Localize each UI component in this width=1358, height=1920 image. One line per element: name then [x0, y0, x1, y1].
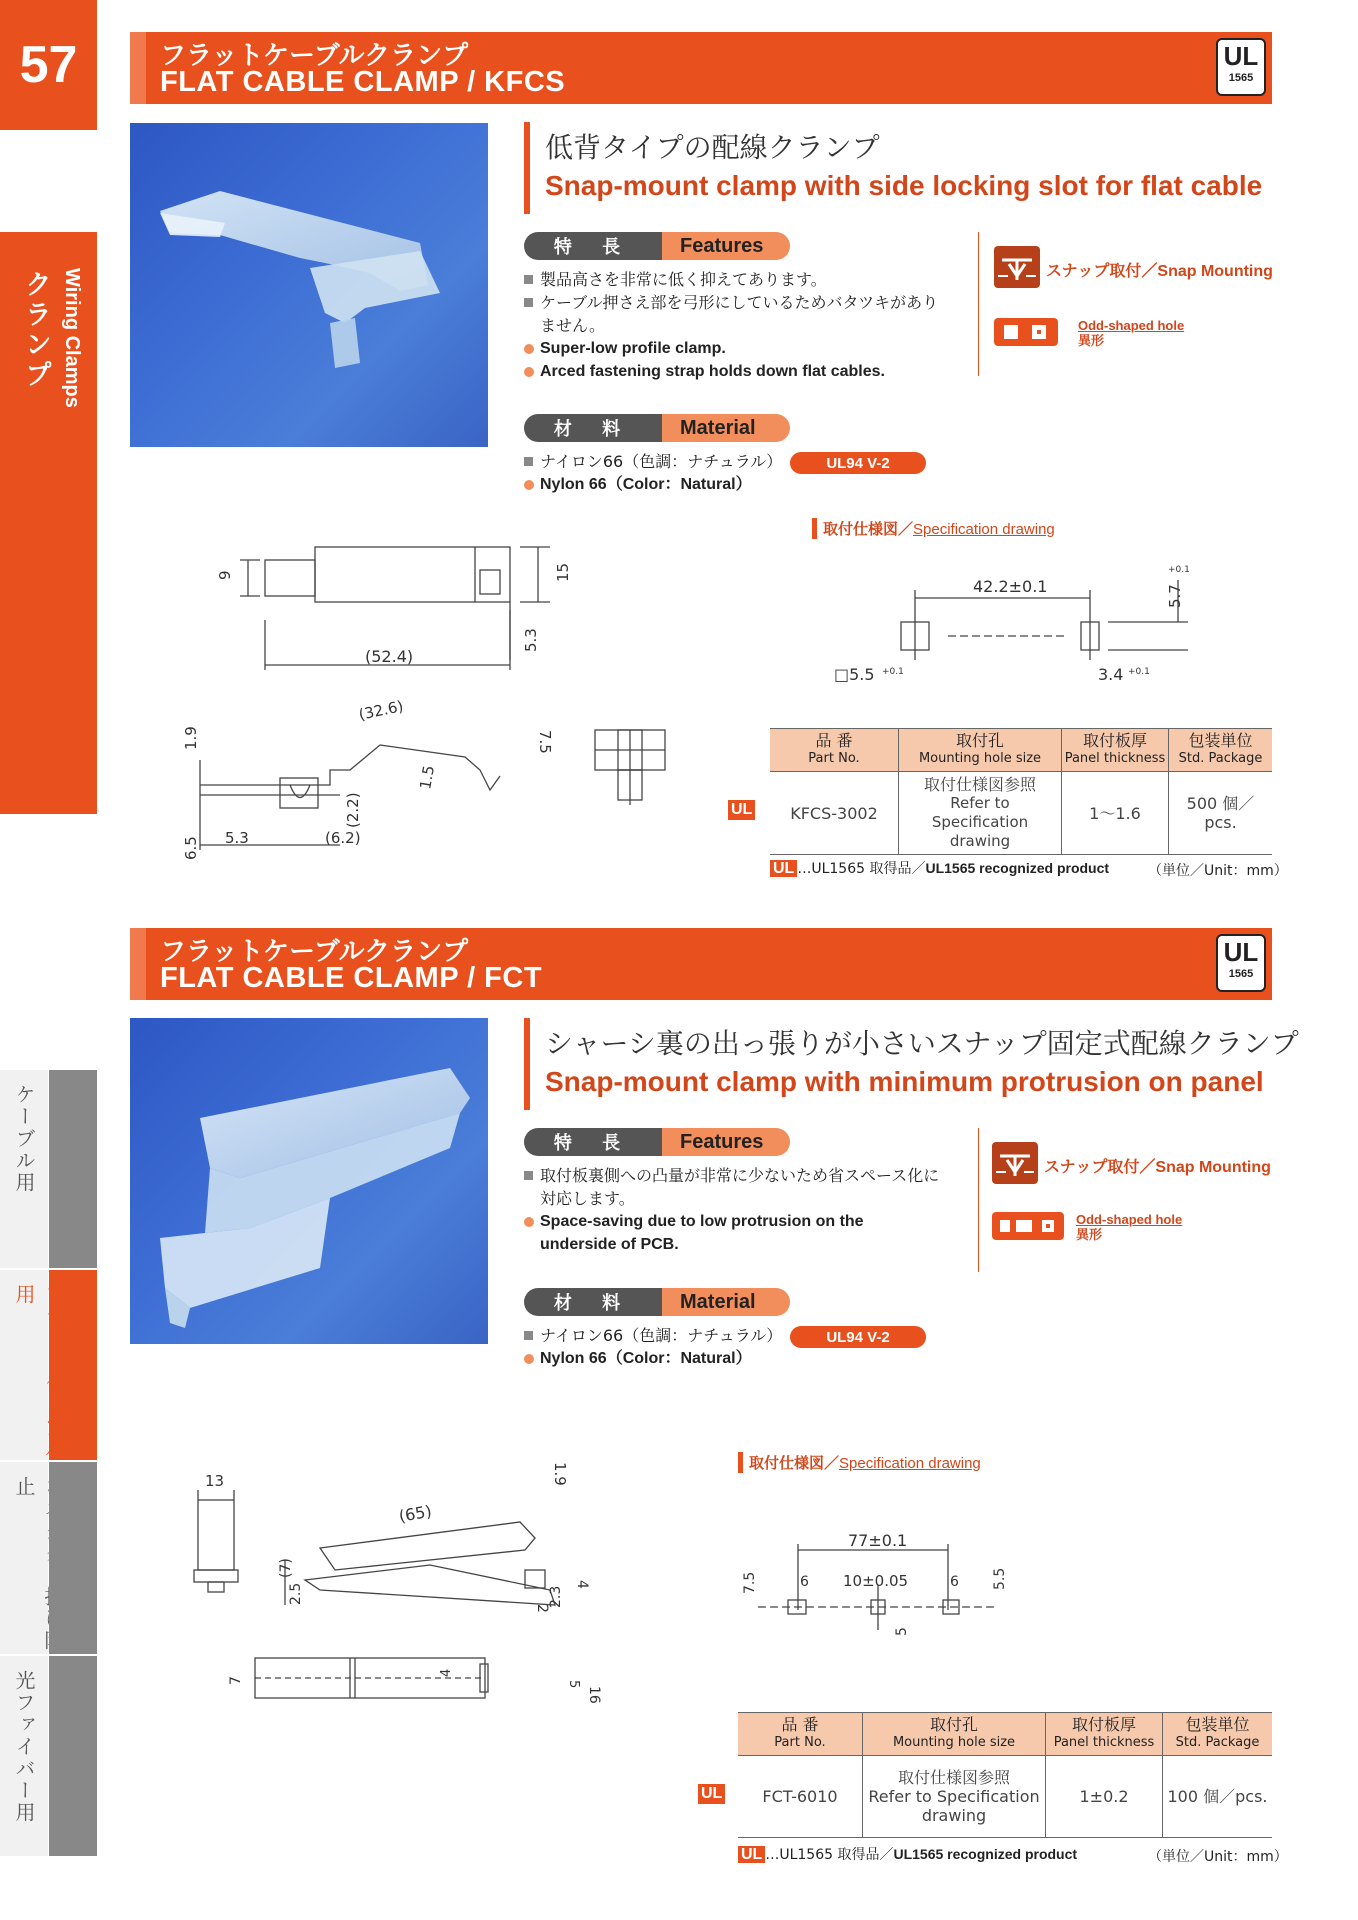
ul-badge: UL: [728, 800, 755, 820]
side-tab-en: Wiring Clamps: [61, 268, 83, 408]
svg-text:7: 7: [228, 1676, 244, 1685]
cell-hole: 取付仕様図参照 Refer to Specification drawing: [899, 772, 1062, 855]
product-title-en: Snap-mount clamp with minimum protrusion on panel: [545, 1066, 1264, 1097]
svg-text:3.4: 3.4: [1098, 665, 1124, 684]
title-accent: [524, 122, 530, 214]
side-item-en: For Flat cables: [108, 1284, 127, 1404]
svg-text:4: 4: [439, 1668, 454, 1677]
svg-text:(6.2): (6.2): [325, 829, 361, 847]
svg-text:2.3: 2.3: [548, 1585, 564, 1608]
col-part-no: 品 番 Part No.: [770, 729, 899, 772]
material-en: Nylon 66（Color：Natural）: [522, 473, 842, 496]
product-title-jp: シャーシ裏の出っ張りが小さいスナップ固定式配線クランプ: [545, 1027, 1299, 1060]
svg-text:1.5: 1.5: [416, 764, 439, 791]
flammability-badge: UL94 V-2: [790, 452, 926, 474]
table-row: [770, 772, 1272, 855]
svg-text:10±0.05: 10±0.05: [843, 1572, 909, 1590]
hole-type: Odd-shaped hole 異形: [1078, 318, 1185, 349]
fct-spec-drawing: [738, 1530, 1038, 1650]
material-en: Nylon 66（Color：Natural）: [522, 1347, 842, 1370]
svg-text:9: 9: [216, 570, 234, 580]
svg-text:4: 4: [574, 1580, 590, 1589]
col-thickness: 取付板厚 Panel thickness: [1062, 729, 1169, 772]
kfcs-end-view: [590, 725, 670, 815]
side-tab-wiring-clamps[interactable]: [0, 232, 97, 814]
material-label: 材 料 Material: [524, 414, 790, 442]
svg-text:+0.1: +0.1: [882, 667, 904, 677]
spec-drawing-label: 取付仕様図／Specification drawing: [738, 1452, 981, 1473]
svg-text:1.9: 1.9: [182, 726, 200, 750]
col-hole-size: 取付孔 Mounting hole size: [863, 1713, 1046, 1756]
table-row: [738, 1756, 1272, 1838]
side-item-jp: 用: [12, 1284, 36, 1306]
svg-text:6.5: 6.5: [182, 836, 200, 860]
svg-text:5.5: 5.5: [992, 1567, 1008, 1590]
unit-note: （単位／Unit：mm）: [1148, 1849, 1288, 1865]
side-item-jp: ケーブル用: [12, 1084, 36, 1194]
header-jp: フラットケーブルクランプ: [160, 41, 469, 71]
material-label: 材 料 Material: [524, 1288, 790, 1316]
col-package: 包装単位 Std. Package: [1169, 729, 1273, 772]
hole-type: Odd-shaped hole 異形: [1076, 1212, 1183, 1243]
fct-dimension-drawing: [180, 1430, 630, 1720]
svg-text:(65): (65): [397, 1501, 434, 1526]
unit-note: （単位／Unit：mm）: [1148, 863, 1288, 879]
mounting-type: スナップ取付／Snap Mounting: [1044, 1157, 1271, 1176]
side-item-en: Removal prevention for connectors: [107, 1476, 137, 1622]
odd-hole-icon: [994, 318, 1058, 346]
svg-text:+0.1: +0.1: [1168, 565, 1190, 575]
header-en: FLAT CABLE CLAMP / FCT: [160, 962, 543, 994]
features-label: 特 長 Features: [524, 1128, 790, 1156]
snap-mount-icon: [994, 246, 1040, 288]
cell-thickness: 1±0.2: [1046, 1756, 1163, 1838]
svg-text:2.5: 2.5: [288, 1582, 304, 1605]
svg-text:5.3: 5.3: [225, 829, 249, 847]
side-item-connectors[interactable]: [0, 1462, 137, 1654]
flammability-badge: UL94 V-2: [790, 1326, 926, 1348]
ul-footnote: UL …UL1565 取得品／UL1565 recognized product: [738, 1844, 1077, 1865]
header-jp: フラットケーブルクランプ: [160, 937, 469, 967]
features-list: [522, 1164, 942, 1256]
product-title-jp: 低背タイプの配線クランプ: [545, 131, 880, 164]
kfcs-spec-drawing: [828, 560, 1208, 690]
material-jp: ナイロン66（色調：ナチュラル）: [522, 1324, 842, 1347]
side-item-en: For Optical fibers: [108, 1670, 127, 1811]
features-label: 特 長 Features: [524, 232, 790, 260]
side-item-optical-fibers[interactable]: [0, 1656, 127, 1856]
side-item-for-flat-cables[interactable]: [0, 1270, 127, 1460]
col-package: 包装単位 Std. Package: [1163, 1713, 1273, 1756]
side-item-jp: 光ファイバー用: [12, 1670, 36, 1824]
title-accent: [524, 1018, 530, 1110]
col-hole-size: 取付孔 Mounting hole size: [899, 729, 1062, 772]
divider: [978, 1128, 979, 1272]
svg-text:13: 13: [205, 1472, 225, 1490]
cell-thickness: 1～1.6: [1062, 772, 1169, 855]
svg-text:(2.2): (2.2): [344, 792, 362, 828]
svg-text:77±0.1: 77±0.1: [848, 1531, 908, 1550]
header-en: FLAT CABLE CLAMP / KFCS: [160, 66, 566, 98]
svg-text:(7): (7): [278, 1558, 294, 1578]
side-tab-jp: クランプ: [20, 270, 51, 390]
svg-text:1.9: 1.9: [551, 1462, 569, 1486]
cell-package: 100 個／pcs.: [1163, 1756, 1273, 1838]
features-list: [522, 268, 942, 383]
section-header-fct: [130, 928, 1272, 1000]
svg-text:5: 5: [894, 1627, 910, 1636]
feature-item: ケーブル押さえ部を弓形にしているためバタツキがありません。: [522, 291, 942, 337]
ul-logo: UL 1565: [1216, 934, 1266, 992]
page-number: 57: [0, 0, 97, 130]
svg-text:16: 16: [586, 1686, 602, 1704]
ul-badge: UL: [698, 1784, 725, 1804]
svg-text:(32.6): (32.6): [357, 696, 405, 724]
feature-item: Arced fastening strap holds down flat cables.: [522, 360, 942, 383]
svg-text:15: 15: [554, 562, 572, 582]
side-item-jp: 止: [12, 1476, 36, 1498]
feature-item: Super-low profile clamp.: [522, 337, 942, 360]
product-title-en: Snap-mount clamp with side locking slot for flat cable: [545, 170, 1263, 201]
col-thickness: 取付板厚 Panel thickness: [1046, 1713, 1163, 1756]
section-header-kfcs: [130, 32, 1272, 104]
material-jp: ナイロン66（色調：ナチュラル）: [522, 450, 842, 473]
svg-text:5.7: 5.7: [1166, 584, 1184, 608]
odd-hole-icon: [992, 1212, 1064, 1240]
svg-text:5: 5: [566, 1680, 581, 1689]
product-photo-kfcs: [130, 123, 488, 447]
parts-table-kfcs: [770, 728, 1272, 855]
svg-text:5.3: 5.3: [522, 628, 540, 652]
mounting-type: スナップ取付／Snap Mounting: [1046, 261, 1273, 280]
side-item-for-cables[interactable]: [0, 1070, 127, 1268]
cell-hole: 取付仕様図参照 Refer to Specification drawing: [863, 1756, 1046, 1838]
kfcs-dimension-drawing: [180, 530, 600, 860]
col-part-no: 品 番 Part No.: [738, 1713, 863, 1756]
svg-text:2: 2: [534, 1604, 550, 1613]
ul-logo: UL 1565: [1216, 38, 1266, 96]
feature-item: 取付板裏側への凸量が非常に少ないため省スペース化に対応します。: [522, 1164, 942, 1210]
feature-item: 製品高さを非常に低く抑えてあります。: [522, 268, 942, 291]
divider: [978, 232, 979, 376]
snap-mount-icon: [992, 1142, 1038, 1184]
svg-text:7.5: 7.5: [536, 730, 554, 754]
cell-package: 500 個／pcs.: [1169, 772, 1273, 855]
ul-footnote: UL …UL1565 取得品／UL1565 recognized product: [770, 858, 1109, 879]
svg-text:+0.1: +0.1: [1128, 667, 1150, 677]
product-photo-fct: [130, 1018, 488, 1344]
svg-text:42.2±0.1: 42.2±0.1: [973, 577, 1048, 596]
svg-text:6: 6: [800, 1574, 809, 1590]
svg-text:□5.5: □5.5: [834, 665, 875, 684]
parts-table-fct: [738, 1712, 1272, 1838]
svg-text:7.5: 7.5: [742, 1571, 758, 1594]
cell-part: FCT-6010: [738, 1756, 863, 1838]
cell-part: KFCS-3002: [770, 772, 899, 855]
feature-item: Space-saving due to low protrusion on the underside of PCB.: [522, 1210, 942, 1256]
side-item-en: For Cables: [108, 1084, 127, 1172]
svg-text:6: 6: [950, 1574, 959, 1590]
spec-drawing-label: 取付仕様図／Specification drawing: [812, 518, 1055, 539]
svg-text:(52.4): (52.4): [365, 647, 414, 666]
